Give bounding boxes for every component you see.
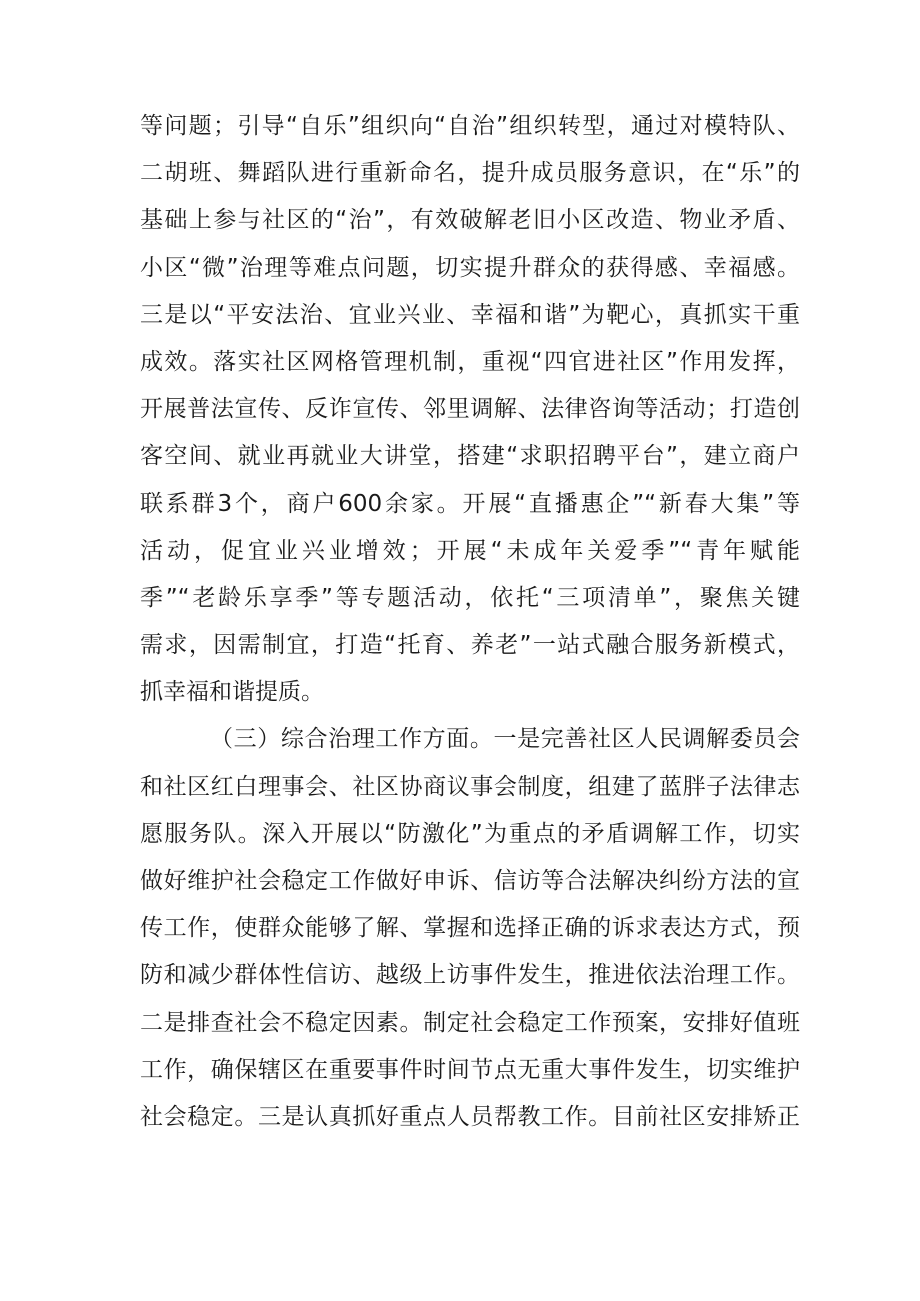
text-line: 和社区红白理事会、社区协商议事会制度，组建了蓝胖子法律志 [140,773,800,800]
text-line: 工作，确保辖区在重要事件时间节点无重大事件发生，切实维护 [140,1056,800,1083]
text-line: 二是排查社会不稳定因素。制定社会稳定工作预案，安排好值班 [140,1009,800,1036]
body-text [140,103,800,1141]
text-line: 客空间、就业再就业大讲堂，搭建“求职招聘平台”，建立商户 [140,443,800,470]
text-line-paragraph-end: 抓幸福和谐提质。 [140,679,324,706]
text-line-section-heading: （三）综合治理工作方面。一是完善社区人民调解委员会 [210,726,800,753]
text-line: 做好维护社会稳定工作做好申诉、信访等合法解决纠纷方法的宣 [140,868,800,894]
text-line: 防和减少群体性信访、越级上访事件发生，推进依法治理工作。 [140,962,800,989]
text-line: 三是以“平安法治、宜业兴业、幸福和谐”为靶心，真抓实干重 [140,301,800,328]
text-line: 二胡班、舞蹈队进行重新命名，提升成员服务意识，在“乐”的 [140,160,800,187]
text-line: 传工作，使群众能够了解、掌握和选择正确的诉求表达方式，预 [140,915,800,942]
text-line: 社会稳定。三是认真抓好重点人员帮教工作。目前社区安排矫正 [140,1103,800,1130]
text-line: 联系群3个，商户600余家。开展“直播惠企”“新春大集”等 [140,490,800,517]
text-line: 开展普法宣传、反诈宣传、邻里调解、法律咨询等活动；打造创 [140,396,800,423]
text-line: 愿服务队。深入开展以“防激化”为重点的矛盾调解工作，切实 [140,820,800,847]
text-line: 季”“老龄乐享季”等专题活动，依托“三项清单”，聚焦关键 [140,584,800,611]
text-line: 基础上参与社区的“治”，有效破解老旧小区改造、物业矛盾、 [140,207,800,234]
text-line: 需求，因需制宜，打造“托育、养老”一站式融合服务新模式， [140,632,800,659]
text-line: 成效。落实社区网格管理机制，重视“四官进社区”作用发挥， [140,348,800,375]
text-line: 等问题；引导“自乐”组织向“自治”组织转型，通过对模特队、 [140,113,800,139]
text-line: 活动，促宜业兴业增效；开展“未成年关爱季”“青年赋能 [140,537,800,564]
text-line: 小区“微”治理等难点问题，切实提升群众的获得感、幸福感。 [140,254,800,281]
